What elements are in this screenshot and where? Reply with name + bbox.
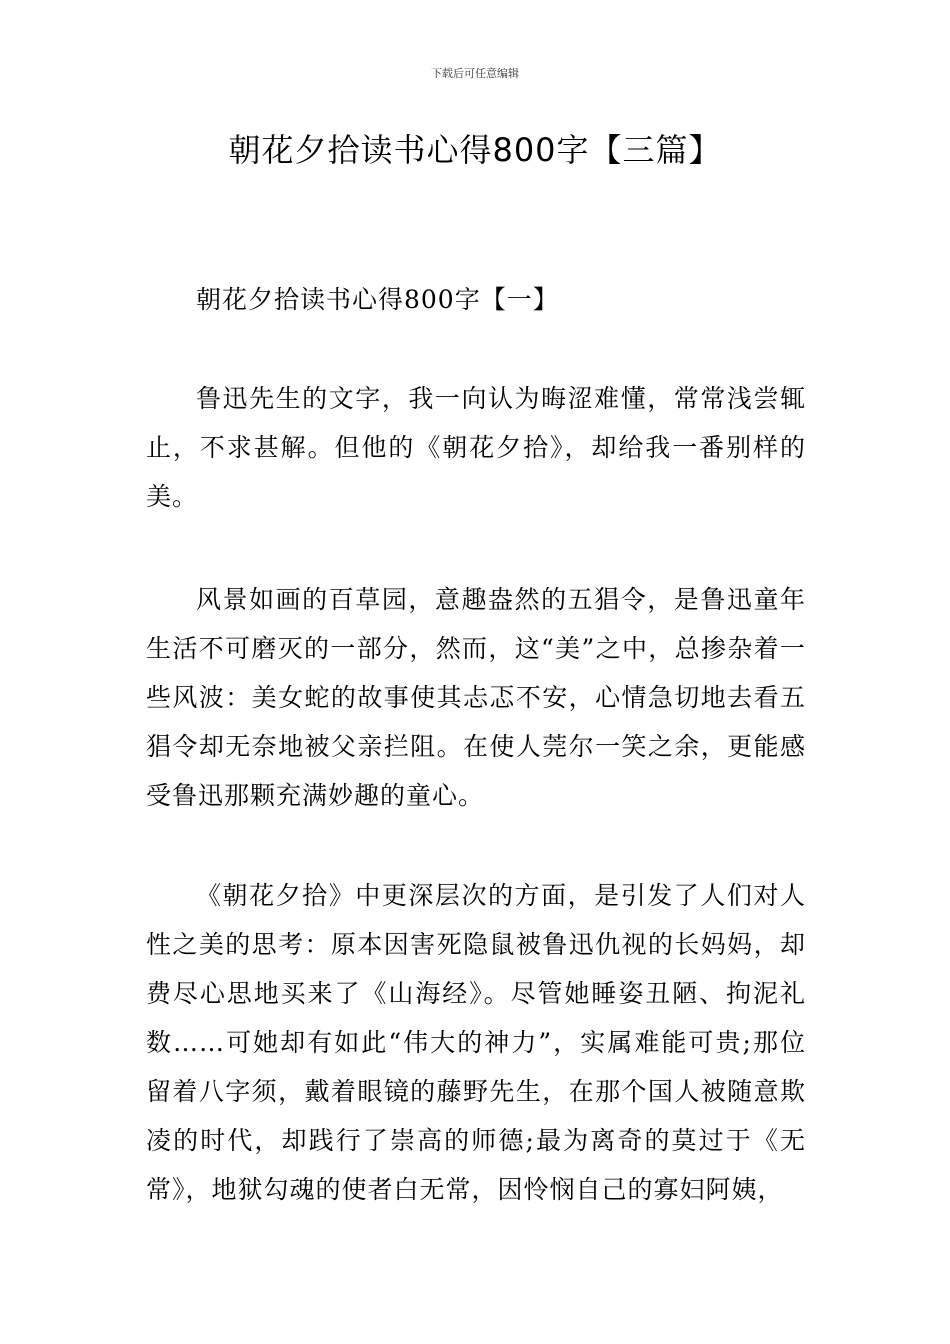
paragraph-1: 鲁迅先生的文字，我一向认为晦涩难懂，常常浅尝辄止，不求甚解。但他的《朝花夕拾》，却给我一番别样的美。: [146, 384, 806, 511]
paragraph-2: 风景如画的百草园，意趣盎然的五猖令，是鲁迅童年生活不可磨灭的一部分，然而，这“美”之中，总掺杂着一些风波：美女蛇的故事使其忐忑不安，心情急切地去看五猖令却无奈地被父亲拦阻。在使人莞尔一笑之余，更能感受鲁迅那颗充满妙趣的童心。: [146, 585, 806, 810]
document-title: 朝花夕拾读书心得800字【三篇】: [228, 131, 722, 169]
paragraph-3: 《朝花夕拾》中更深层次的方面，是引发了人们对人性之美的思考：原本因害死隐鼠被鲁迅仇视的长妈妈，却费尽心思地买来了《山海经》。尽管她睡姿丑陋、拘泥礼数……可她却有如此“伟大的神力”，实属难能可贵;那位留着八字须，戴着眼镜的藤野先生，在那个国人被随意欺凌的时代，却践行了崇高的师德;最为离奇的莫过于《无常》，地狱勾魂的使者白无常，因怜悯自己的寡妇阿姨，: [146, 881, 806, 1204]
header-note: 下载后可任意编辑: [431, 67, 519, 80]
section-heading: 朝花夕拾读书心得800字【一】: [196, 285, 559, 314]
